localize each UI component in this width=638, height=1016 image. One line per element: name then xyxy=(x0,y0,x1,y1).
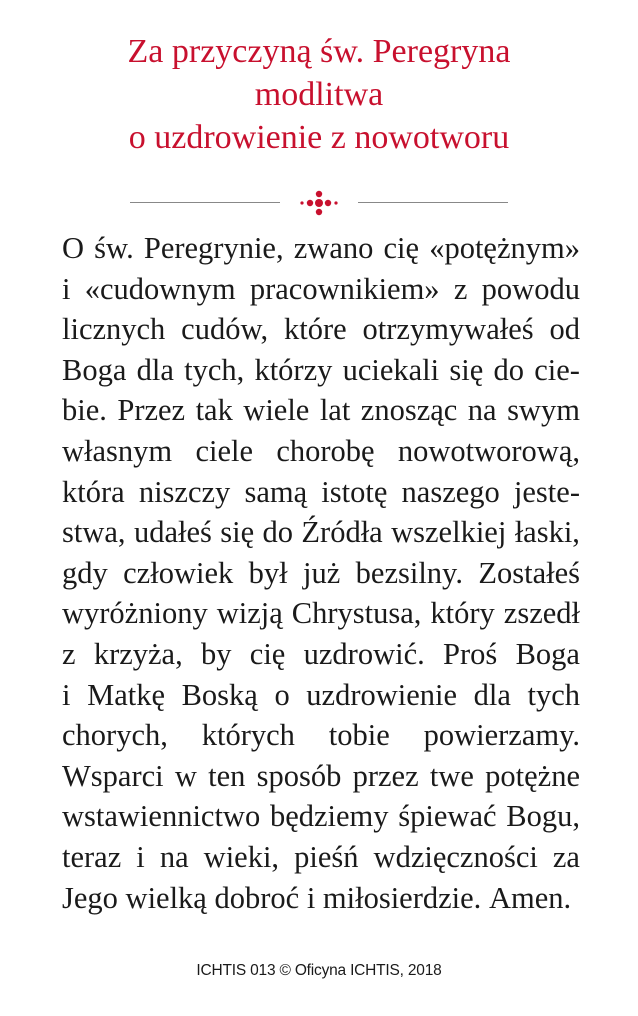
prayer-title xyxy=(0,30,638,159)
prayer-word: Jego xyxy=(62,880,126,915)
prayer-word: krzyża, xyxy=(93,636,183,671)
prayer-word: do xyxy=(493,352,524,387)
prayer-word: Przez xyxy=(117,393,186,428)
prayer-word: na xyxy=(467,393,497,428)
prayer-text xyxy=(62,228,580,918)
prayer-word: Peregrynie, xyxy=(143,231,284,265)
prayer-word: do xyxy=(262,515,294,550)
prayer-word: łaski, xyxy=(514,515,580,550)
prayer-word: się xyxy=(220,515,255,550)
prayer-word: Proś xyxy=(443,636,498,671)
prayer-word: na xyxy=(159,839,189,874)
prayer-word: śpiewać xyxy=(398,799,497,834)
prayer-word: niszczy xyxy=(138,474,231,509)
prayer-word: chorych, xyxy=(62,718,168,753)
prayer-word: teraz xyxy=(62,839,122,874)
prayer-word: uzdrowić. xyxy=(303,636,425,671)
prayer-line xyxy=(62,228,580,269)
prayer-word: Boga xyxy=(515,636,580,671)
prayer-word: Chrystusa, xyxy=(291,596,422,631)
prayer-word: Źródła xyxy=(301,515,383,550)
title-line: Za przyczyną św. Peregryna xyxy=(127,33,511,70)
prayer-word: sposób xyxy=(256,758,342,793)
prayer-line xyxy=(62,553,580,594)
prayer-word: znosząc xyxy=(360,393,458,428)
prayer-word: gdy xyxy=(62,555,108,590)
prayer-word: Boga xyxy=(62,352,127,387)
prayer-word: św. xyxy=(94,231,134,265)
divider-rule-right xyxy=(358,202,508,203)
prayer-word: człowiek xyxy=(123,555,234,590)
prayer-word: tak xyxy=(195,393,233,428)
prayer-word: dobroć xyxy=(214,880,307,915)
prayer-word: ten xyxy=(208,758,246,793)
prayer-word: swym xyxy=(507,393,580,428)
prayer-word: pieśń xyxy=(294,839,359,874)
prayer-word: miłosierdzie. xyxy=(322,880,489,915)
prayer-word: by xyxy=(201,636,232,671)
prayer-word: bezsilny. xyxy=(355,555,463,590)
prayer-line xyxy=(62,431,580,472)
prayer-word: licznych xyxy=(62,312,166,347)
prayer-word: bie. xyxy=(62,393,107,428)
prayer-word: już xyxy=(303,555,341,590)
prayer-word: cię xyxy=(383,231,420,265)
prayer-line xyxy=(62,756,580,797)
prayer-word: Amen. xyxy=(488,880,572,915)
prayer-line xyxy=(62,309,580,350)
prayer-line xyxy=(62,634,580,675)
prayer-word: lat xyxy=(319,393,351,428)
prayer-word: «potężnym» xyxy=(429,231,580,265)
prayer-word: chorobę xyxy=(276,433,375,468)
title-line: o uzdrowienie z nowotworu xyxy=(128,119,510,156)
prayer-word: wizją xyxy=(216,596,283,631)
prayer-line xyxy=(62,675,580,716)
prayer-word: zszedł xyxy=(503,596,580,631)
prayer-word: naszego xyxy=(401,474,500,509)
prayer-word: i xyxy=(62,271,71,306)
prayer-word: która xyxy=(62,474,125,509)
prayer-word: uciekali xyxy=(342,352,440,387)
prayer-word: otrzymywałeś xyxy=(362,312,534,347)
prayer-word: ciele xyxy=(195,433,254,468)
prayer-word: był xyxy=(248,555,288,590)
prayer-word: O xyxy=(62,231,85,265)
prayer-word: w xyxy=(174,758,197,793)
prayer-word: twe xyxy=(429,758,474,793)
prayer-word: cię xyxy=(249,636,286,671)
prayer-word: dla xyxy=(473,677,511,712)
divider-rule-left xyxy=(130,202,280,203)
prayer-word: dla xyxy=(136,352,174,387)
prayer-word: z xyxy=(453,271,468,306)
prayer-word: Zostałeś xyxy=(478,555,580,590)
prayer-word: tych, xyxy=(184,352,245,387)
prayer-word: i xyxy=(62,677,71,712)
prayer-word: powodu xyxy=(481,271,580,306)
prayer-word: o xyxy=(274,677,290,712)
prayer-word: potężne xyxy=(485,758,580,793)
prayer-word: udałeś xyxy=(133,515,212,550)
prayer-word: za xyxy=(552,839,580,874)
prayer-word: Wsparci xyxy=(62,758,164,793)
prayer-word: i xyxy=(136,839,145,874)
prayer-word: z xyxy=(62,636,76,671)
prayer-word: własnym xyxy=(62,433,173,468)
prayer-word: uzdrowienie xyxy=(306,677,458,712)
prayer-word: wieki, xyxy=(203,839,280,874)
prayer-word: wyróżniony xyxy=(62,596,208,631)
title-line: modlitwa xyxy=(254,76,384,113)
prayer-word: Matkę xyxy=(87,677,165,712)
prayer-line xyxy=(62,350,580,391)
prayer-line xyxy=(62,512,580,553)
prayer-word: powierzamy. xyxy=(423,718,580,753)
copyright-footer: ICHTIS 013 © Oficyna ICHTIS, 2018 xyxy=(196,962,442,979)
prayer-word: nowotworową, xyxy=(397,433,580,468)
prayer-word: wiele xyxy=(243,393,310,428)
ornament-divider xyxy=(130,188,508,218)
prayer-line xyxy=(62,269,580,310)
prayer-word: «cudownym xyxy=(84,271,236,306)
prayer-word: się xyxy=(449,352,484,387)
ornamental-divider-icon xyxy=(289,188,349,218)
prayer-word: przez xyxy=(352,758,419,793)
prayer-word: Bogu, xyxy=(506,799,580,834)
prayer-word: wielką xyxy=(125,880,215,915)
prayer-word: i xyxy=(306,880,323,915)
prayer-word: który xyxy=(430,596,495,631)
prayer-line xyxy=(62,593,580,634)
prayer-word: stwa, xyxy=(62,515,126,550)
prayer-word: zwano xyxy=(293,231,374,265)
prayer-line xyxy=(62,715,580,756)
prayer-word: wstawiennictwo xyxy=(62,799,261,834)
prayer-line xyxy=(62,390,580,431)
prayer-word: istotę xyxy=(321,474,388,509)
prayer-word: pracownikiem» xyxy=(249,271,440,306)
prayer-word: którzy xyxy=(254,352,333,387)
prayer-line xyxy=(62,837,580,878)
prayer-word: tych xyxy=(527,677,580,712)
prayer-word: będziemy xyxy=(269,799,389,834)
prayer-line xyxy=(62,878,580,919)
prayer-word: które xyxy=(284,312,347,347)
prayer-word: Boską xyxy=(181,677,258,712)
prayer-line xyxy=(62,796,580,837)
prayer-word: których xyxy=(201,718,295,753)
prayer-word: wdzięczności xyxy=(373,839,538,874)
prayer-word: jeste- xyxy=(513,474,580,509)
prayer-word: od xyxy=(549,312,580,347)
prayer-word: tobie xyxy=(328,718,390,753)
prayer-word: wszelkiej xyxy=(391,515,507,550)
prayer-word: cie- xyxy=(534,352,580,387)
prayer-line xyxy=(62,472,580,513)
prayer-word: samą xyxy=(244,474,308,509)
prayer-word: cudów, xyxy=(181,312,269,347)
